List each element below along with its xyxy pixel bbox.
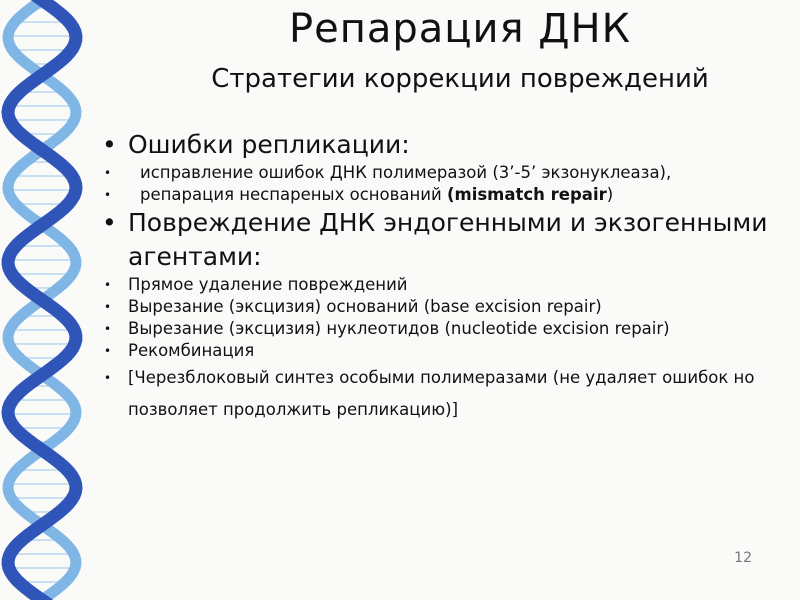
bullet-list <box>100 128 780 426</box>
list-item-text: Вырезание (эксцизия) оснований (base excision repair) <box>128 297 602 316</box>
bullet-dot: • <box>104 278 112 292</box>
bullet-dot: • <box>104 188 112 202</box>
page-number: 12 <box>734 550 752 566</box>
list-item-text: [Черезблоковый синтез особыми полимеразами (не удаляет ошибок но позволяет продолжить репликацию)] <box>128 368 755 419</box>
list-item <box>100 184 780 206</box>
bullet-dot: • <box>104 322 112 336</box>
list-item <box>100 274 780 296</box>
section-heading: Ошибки репликации: <box>128 130 410 159</box>
bullet-replication-errors <box>100 128 780 162</box>
list-item-text-plain: репарация неспареных оснований <box>140 185 447 204</box>
bullet-dot: • <box>104 371 112 385</box>
slide-subtitle: Стратегии коррекции повреждений <box>211 64 709 94</box>
bullet-dot: • <box>104 344 112 358</box>
list-item-text: исправление ошибок ДНК полимеразой (3’-5’ экзонуклеаза), <box>140 163 672 182</box>
list-item <box>100 296 780 318</box>
bullet-endogenous-exogenous <box>100 206 780 274</box>
list-item-text <box>128 184 780 206</box>
list-item-text: Рекомбинация <box>128 341 255 360</box>
mismatch-repair-term: (mismatch repair <box>446 185 607 204</box>
list-item-text-tail: ) <box>606 185 614 204</box>
bullet-dot: • <box>104 300 112 314</box>
bullet-dot: • <box>104 166 112 180</box>
list-item-text: Вырезание (эксцизия) нуклеотидов (nucleotide excision repair) <box>128 319 670 338</box>
bullet-dot: • <box>102 208 117 237</box>
section-heading: Повреждение ДНК эндогенными и экзогенными агентами: <box>128 208 768 271</box>
list-item <box>100 318 780 340</box>
list-item <box>100 162 780 184</box>
list-item-text: Прямое удаление повреждений <box>128 275 408 294</box>
list-item <box>100 340 780 362</box>
slide-title: Репарация ДНК <box>288 6 632 52</box>
list-item <box>100 362 780 426</box>
bullet-dot: • <box>102 130 117 159</box>
